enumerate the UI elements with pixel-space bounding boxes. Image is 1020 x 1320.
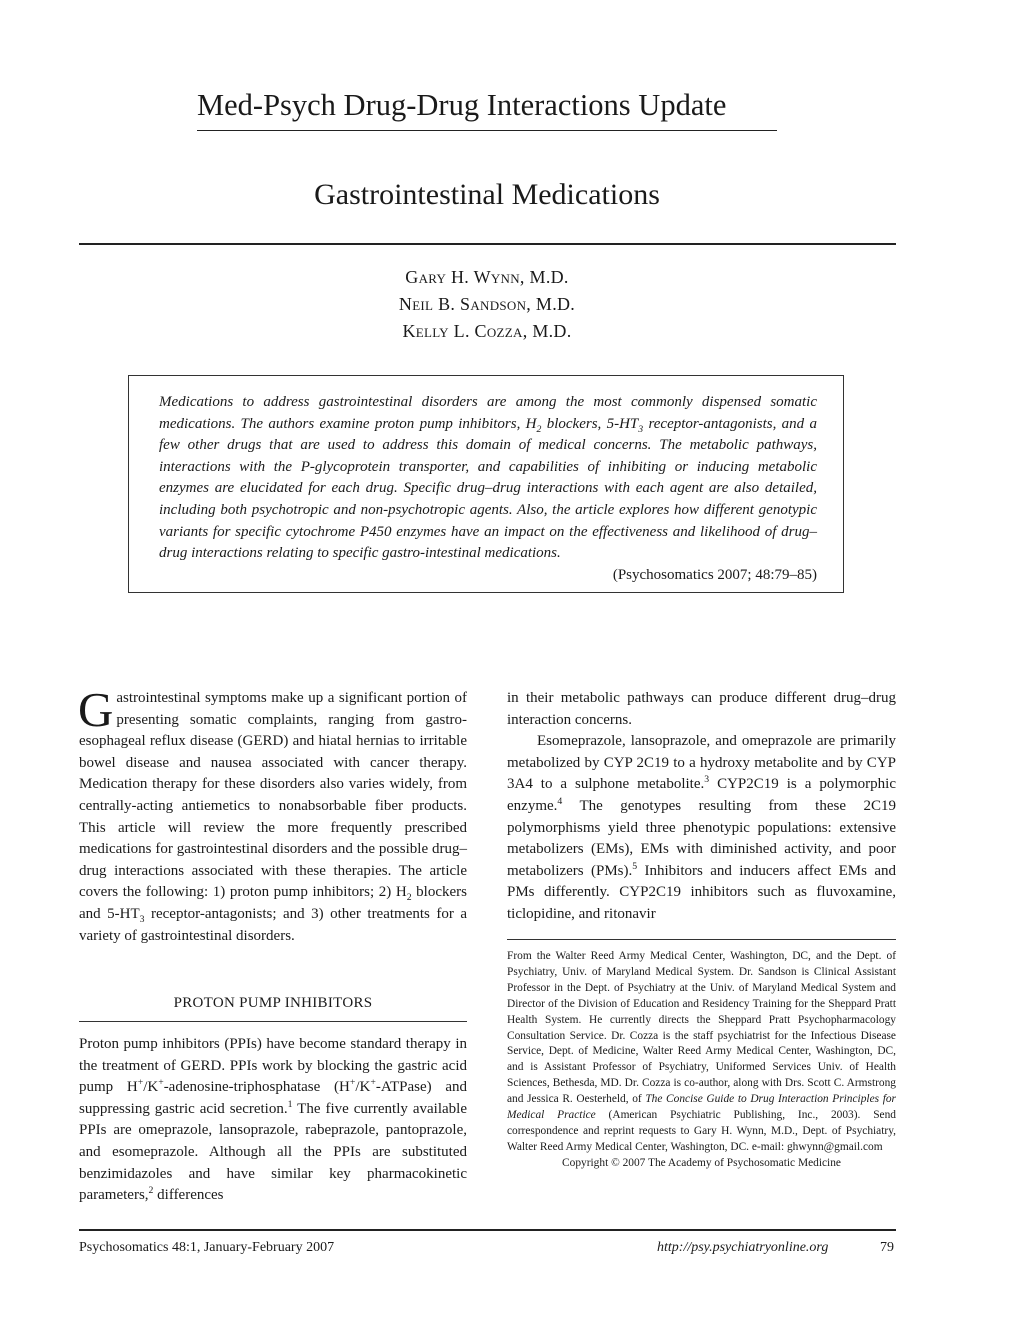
journal-url-link[interactable]: http://psy.psychiatryonline.org	[657, 1240, 829, 1255]
footnote-divider	[507, 939, 896, 940]
section-heading: PROTON PUMP INHIBITORS	[173, 995, 373, 1011]
abstract-citation: (Psychosomatics 2007; 48:79–85)	[612, 567, 817, 583]
section-divider	[79, 1021, 467, 1022]
article-title: Gastrointestinal Medications	[314, 178, 660, 211]
intro-paragraph: Gastrointestinal symptoms make up a significant portion of presenting somatic complaints, ranging from gastro-esophageal reflux disease (GERD) and hiatal hernias to irritable bowel disease and nausea associated with cancer therapy. Medication therapy for these disorders also varies widely, from centrally-acting antiemetics to nonabsorbable fiber products. This article will review the more frequently prescribed medications for gastrointestinal disorders and the possible drug–drug interactions associated with these therapies. The article covers the following: 1) proton pump inhibitors; 2) $H_2$ blockers and $5-HT_3$ receptor-antagonists; and 3) other treatments for a variety of gastrointestinal disorders.	[78, 682, 467, 944]
left-column-ppi	[79, 1034, 467, 1207]
copyright-notice: Copyright © 2007 The Academy of Psychosomatic Medicine	[562, 1156, 841, 1169]
book-title: The Concise Guide to Drug Interaction Principles for Medical Practice	[507, 1093, 896, 1122]
abstract-text: Medications to address gastrointestinal disorders are among the most commonly dispensed somatic medications. The authors examine proton pump inhibitors, $H_2$ blockers, $5-HT_3$ receptor-antagonists, and a few other drugs that are used to address this domain of medical concerns. The metabolic pathways, interactions with the P-glycoprotein transporter, and capabilities of inhibiting or inducing metabolic enzymes are elucidated for each drug. Specific drug–drug interactions with each agent are also detailed, including both psychotropic and non-psychotropic agents. Also, the article explores how different genotypic variants for specific cytochrome P450 enzymes have an impact on the effectiveness and likelihood of drug–drug interactions relating to specific gastro-intestinal medications.	[159, 394, 817, 562]
footnote-text: From the Walter Reed Army Medical Center, Washington, DC, and the Dept. of Psychiatry, Univ. of Maryland Medical System. Dr. Sandson is Clinical Assistant Professor in the Dept. of Psychiatry at the Univ. of Maryland Medical System and Director of the Division of Education and Residency Training for the Sheppard Pratt Health System. He currently directs the Sheppard Pratt Psychopharmacology Consultation Service. Dr. Cozza is the staff psychiatrist for the Infectious Disease Service, Dept. of Medicine, Walter Reed Army Medical Center, Washington, DC, and is Assistant Professor of Psychiatry, Uniformed Services Univ. of Health Sciences, Bethesda, MD. Dr. Cozza is co-author, along with Drs. Scott C. Armstrong and Jessica R. Oesterheld, of The Concise Guide to Drug Interaction Principles for Medical Practice (American Psychiatric Publishing, Inc., 2003). Send correspondence and reprint requests to Gary H. Wynn, M.D., Dept. of Psychiatry, Walter Reed Army Medical Center, Washington, DC. e-mail: ghwynn@gmail.com	[507, 950, 896, 1153]
author-name: Kelly L. Cozza, M.D.	[402, 321, 572, 341]
footer-divider	[79, 1229, 896, 1231]
journal-issue: Psychosomatics 48:1, January-February 2007	[79, 1240, 335, 1255]
page-number: 79	[880, 1240, 894, 1255]
metabolism-paragraph: Esomeprazole, lansoprazole, and omeprazole are primarily metabolized by CYP 2C19 to a hydroxy metabolite and by CYP 3A4 to a sulphone metabolite.$^3$ CYP2C19 is a polymorphic enzyme.$^4$ The genotypes resulting from these 2C19 polymorphisms yield three phenotypic populations: extensive metabolizers (EMs), EMs with diminished activity, and poor metabolizers (PMs).$^5$ Inhibitors and inducers affect EMs and PMs differently. CYP2C19 inhibitors such as fluvoxamine, ticlopidine, and ritonavir	[507, 733, 896, 922]
author-name: Neil B. Sandson, M.D.	[398, 294, 576, 314]
author-name: Gary H. Wynn, M.D.	[405, 267, 569, 287]
drop-cap: G	[78, 682, 114, 737]
ppi-paragraph: Proton pump inhibitors (PPIs) have become standard therapy in the treatment of GERD. PPIs work by blocking the gastric acid pump H+/K+-adenosine-triphosphatase (H+/K+-ATPase) and suppressing gastric acid secretion.$^1$ The five currently available PPIs are omeprazole, lansoprazole, rabeprazole, pantoprazole, and esomeprazole. Although all the PPIs are substituted benzimidazoles and have similar key pharmacokinetic parameters,$^2$ differences	[79, 1036, 467, 1204]
author-footnote	[507, 949, 896, 1172]
series-title: Med-Psych Drug-Drug Interactions Update	[197, 86, 777, 131]
title-divider	[79, 243, 896, 245]
continued-paragraph: in their metabolic pathways can produce different drug–drug interaction concerns.	[507, 690, 896, 728]
left-column-intro	[78, 682, 467, 947]
right-column	[507, 688, 896, 926]
abstract-box	[128, 375, 844, 593]
